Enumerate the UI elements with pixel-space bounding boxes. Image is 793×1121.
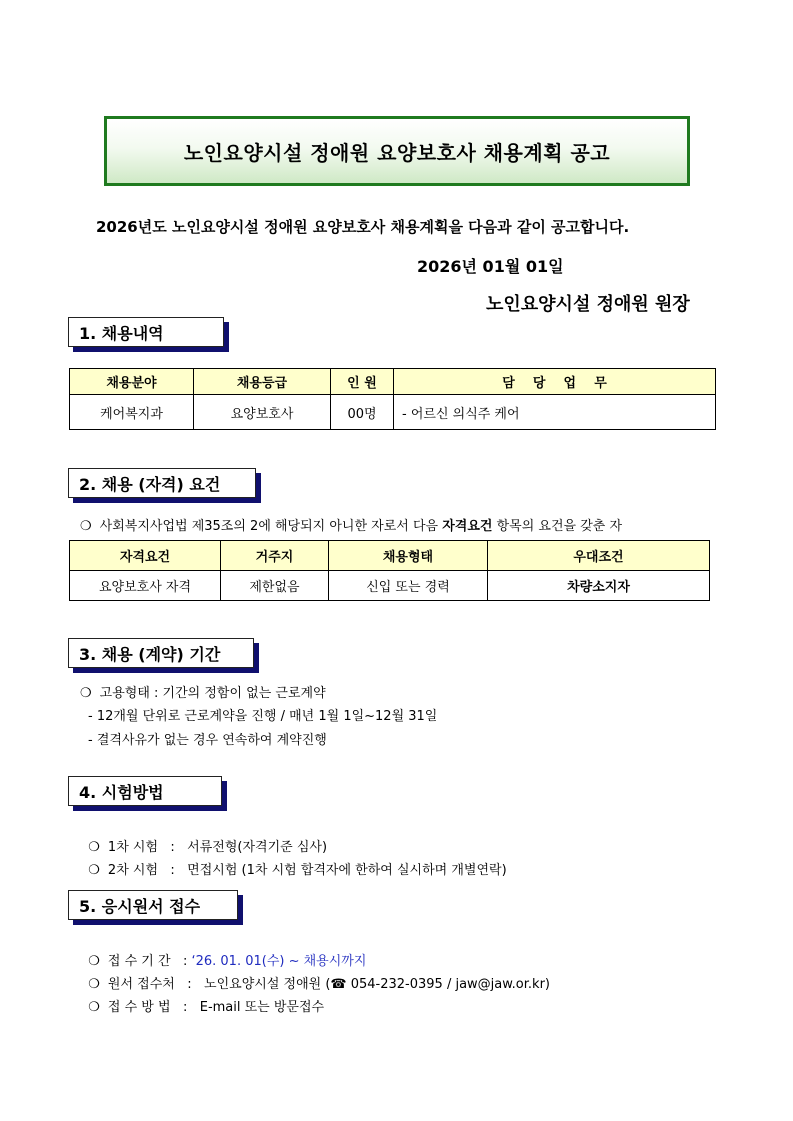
section-heading-1: 1. 채용내역	[68, 317, 224, 347]
bullet-icon: ❍	[88, 1000, 100, 1015]
apply-period-value: ‘26. 01. 01(수) ~ 채용시까지	[191, 954, 367, 969]
announcement-date: 2026년 01월 01일	[417, 257, 564, 276]
section-heading-2: 2. 채용 (자격) 요건	[68, 468, 256, 498]
table-recruitment	[69, 368, 716, 430]
contract-line-1: ❍ 고용형태 : 기간의 정함이 없는 근로계약	[80, 686, 326, 701]
col-residence: 거주지	[221, 541, 329, 571]
apply-period: ❍ 접 수 기 간 : ‘26. 01. 01(수) ~ 채용시까지	[88, 954, 367, 969]
table-row	[70, 571, 710, 601]
table-header-row	[70, 541, 710, 571]
intro-text: 2026년도 노인요양시설 정애원 요양보호사 채용계획을 다음과 같이 공고합니다.	[96, 218, 630, 236]
cell-preference: 차량소지자	[488, 571, 710, 601]
bullet-icon: ❍	[80, 686, 92, 701]
apply-method: ❍ 접 수 방 법 : E-mail 또는 방문접수	[88, 1000, 325, 1015]
cell-count: 00명	[331, 395, 394, 430]
bullet-icon: ❍	[88, 954, 100, 969]
apply-place: ❍ 원서 접수처 : 노인요양시설 정애원 (☎ 054-232-0395 / jaw@jaw.or.kr)	[88, 977, 550, 992]
col-duty: 담 당 업 무	[394, 369, 716, 395]
signer: 노인요양시설 정애원 원장	[486, 294, 690, 315]
bullet-icon: ❍	[88, 863, 100, 878]
section-heading-3: 3. 채용 (계약) 기간	[68, 638, 254, 668]
col-grade: 채용등급	[194, 369, 331, 395]
bullet-icon: ❍	[88, 840, 100, 855]
col-count: 인 원	[331, 369, 394, 395]
contract-line-2: - 12개월 단위로 근로계약을 진행 / 매년 1월 1일~12월 31일	[88, 709, 438, 724]
bullet-icon: ❍	[80, 519, 92, 534]
table-requirements	[69, 540, 710, 601]
exam-line-1: ❍ 1차 시험 : 서류전형(자격기준 심사)	[88, 840, 328, 855]
cell-duty: - 어르신 의식주 케어	[394, 395, 716, 430]
table-header-row	[70, 369, 716, 395]
apply-place-value: 노인요양시설 정애원 (☎ 054-232-0395 / jaw@jaw.or.kr)	[204, 977, 550, 992]
cell-residence: 제한없음	[221, 571, 329, 601]
page-title: 노인요양시설 정애원 요양보호사 채용계획 공고	[104, 116, 690, 186]
section-heading-5: 5. 응시원서 접수	[68, 890, 238, 920]
cell-qualification: 요양보호사 자격	[70, 571, 221, 601]
cell-grade: 요양보호사	[194, 395, 331, 430]
contract-line-3: - 결격사유가 없는 경우 연속하여 계약진행	[88, 733, 327, 748]
qualification-note: ❍ 사회복지사업법 제35조의 2에 해당되지 아니한 자로서 다음 자격요건 항목의 요건을 갖춘 자	[80, 519, 623, 534]
col-employment-type: 채용형태	[329, 541, 488, 571]
section-heading-4: 4. 시험방법	[68, 776, 222, 806]
bullet-icon: ❍	[88, 977, 100, 992]
col-preference: 우대조건	[488, 541, 710, 571]
cell-field: 케어복지과	[70, 395, 194, 430]
exam-line-2: ❍ 2차 시험 : 면접시험 (1차 시험 합격자에 한하여 실시하며 개별연락)	[88, 863, 507, 878]
col-field: 채용분야	[70, 369, 194, 395]
table-row	[70, 395, 716, 430]
cell-employment-type: 신입 또는 경력	[329, 571, 488, 601]
apply-method-value: E-mail 또는 방문접수	[199, 1000, 325, 1015]
col-qualification: 자격요건	[70, 541, 221, 571]
